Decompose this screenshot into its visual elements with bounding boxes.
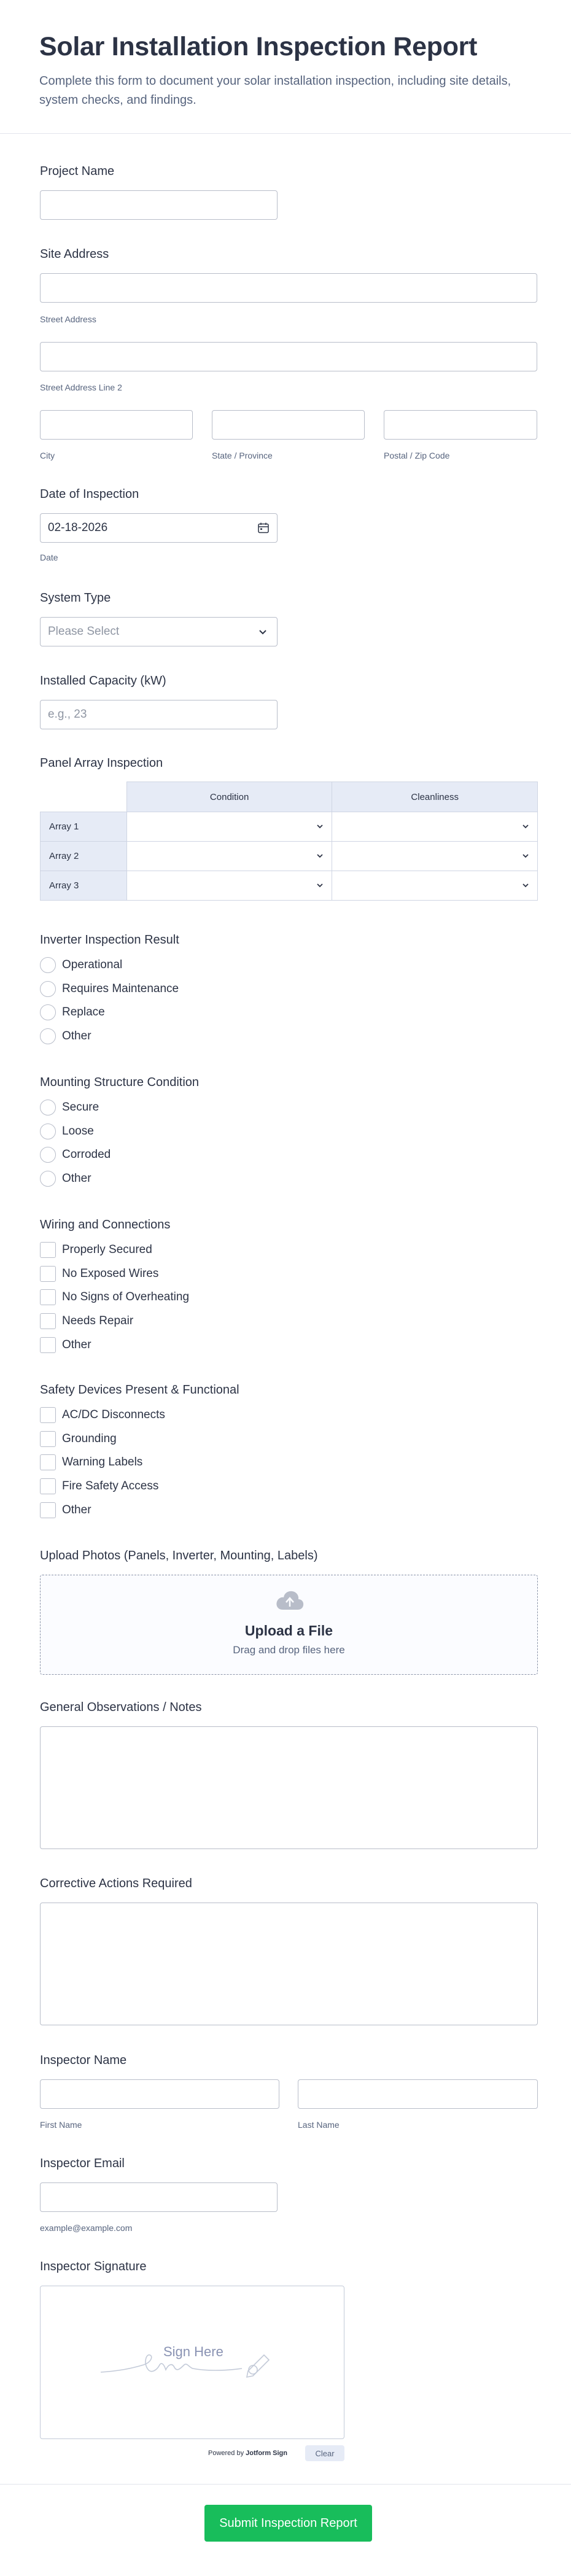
inspector-email-field [40, 2157, 537, 2237]
checkbox[interactable] [40, 1502, 56, 1518]
checkbox[interactable] [40, 1431, 56, 1447]
panel-array-matrix [40, 782, 538, 901]
option-label: Loose [62, 1125, 94, 1138]
radio-button[interactable] [40, 1100, 56, 1115]
powered-by-prefix: Powered by [208, 2450, 244, 2457]
array-2-condition-select[interactable] [126, 842, 332, 871]
checkbox[interactable] [40, 1313, 56, 1329]
option-label: Other [62, 1030, 91, 1042]
option-label: Requires Maintenance [62, 982, 179, 995]
signature-pad[interactable] [40, 2286, 344, 2439]
checkbox[interactable] [40, 1242, 56, 1258]
date-input[interactable] [40, 513, 278, 543]
jotform-sign-brand: Jotform Sign [246, 2450, 287, 2457]
wiring-option[interactable] [40, 1337, 91, 1353]
street-address-input[interactable] [40, 273, 537, 303]
checkbox[interactable] [40, 1454, 56, 1470]
inverter-option[interactable] [40, 1028, 91, 1044]
form-header [0, 0, 571, 134]
checkbox[interactable] [40, 1337, 56, 1353]
matrix-corner [41, 782, 127, 812]
date-sublabel: Date [40, 553, 58, 562]
option-label: Other [62, 1338, 91, 1351]
form-title: Solar Installation Inspection Report [39, 32, 478, 61]
inverter-option[interactable] [40, 981, 179, 997]
option-label: Needs Repair [62, 1314, 134, 1327]
site-address-field [40, 247, 531, 462]
safety-option[interactable] [40, 1478, 158, 1494]
upload-subtitle: Drag and drop files here [233, 1644, 345, 1656]
mounting-option[interactable] [40, 1171, 91, 1187]
radio-button[interactable] [40, 1028, 56, 1044]
chevron-down-icon [521, 852, 530, 860]
corrective-textarea[interactable] [40, 1903, 538, 2025]
observations-label: General Observations / Notes [40, 1701, 202, 1714]
upload-title: Upload a File [244, 1623, 333, 1639]
option-label: Fire Safety Access [62, 1480, 159, 1492]
mounting-field [40, 1076, 531, 1192]
option-label: Operational [62, 958, 123, 971]
safety-option[interactable] [40, 1431, 117, 1447]
panel-array-field [40, 756, 537, 904]
date-value: 02-18-2026 [48, 521, 108, 534]
column-cleanliness: Cleanliness [332, 782, 538, 812]
array-3-condition-select[interactable] [126, 871, 332, 901]
capacity-input[interactable] [40, 700, 278, 729]
option-label: Corroded [62, 1148, 111, 1161]
state-sublabel: State / Province [212, 451, 273, 460]
safety-option[interactable] [40, 1502, 91, 1518]
array-1-cleanliness-select[interactable] [332, 812, 538, 842]
inverter-option[interactable] [40, 1004, 105, 1020]
option-label: Warning Labels [62, 1456, 143, 1468]
project-name-label: Project Name [40, 165, 115, 178]
inverter-option[interactable] [40, 957, 122, 973]
zip-sublabel: Postal / Zip Code [384, 451, 450, 460]
capacity-label: Installed Capacity (kW) [40, 674, 166, 688]
option-label: No Signs of Overheating [62, 1290, 190, 1303]
observations-textarea[interactable] [40, 1726, 538, 1849]
date-field [40, 487, 531, 567]
system-type-placeholder: Please Select [48, 625, 120, 638]
corrective-label: Corrective Actions Required [40, 1877, 192, 1890]
radio-button[interactable] [40, 957, 56, 973]
option-label: Secure [62, 1101, 99, 1114]
upload-field [40, 1549, 537, 1678]
email-input[interactable] [40, 2182, 278, 2212]
mounting-option[interactable] [40, 1147, 111, 1163]
signature-label: Inspector Signature [40, 2260, 147, 2273]
city-sublabel: City [40, 451, 55, 460]
system-type-label: System Type [40, 591, 111, 605]
last-name-sublabel: Last Name [298, 2120, 340, 2130]
radio-button[interactable] [40, 1004, 56, 1020]
street-address-line2-input[interactable] [40, 342, 537, 371]
upload-label: Upload Photos (Panels, Inverter, Mounting, Labels) [40, 1549, 318, 1562]
submit-button[interactable]: Submit Inspection Report [204, 2505, 372, 2542]
street-address-line2-sublabel: Street Address Line 2 [40, 382, 122, 392]
zip-input[interactable] [384, 410, 537, 440]
corrective-field [40, 1877, 537, 2030]
city-input[interactable] [40, 410, 193, 440]
chevron-down-icon [316, 822, 324, 831]
radio-button[interactable] [40, 1147, 56, 1163]
wiring-field [40, 1218, 531, 1359]
option-label: Replace [62, 1006, 105, 1018]
capacity-placeholder: e.g., 23 [48, 708, 87, 721]
inspector-email-label: Inspector Email [40, 2157, 125, 2170]
chevron-down-icon [316, 881, 324, 890]
radio-button[interactable] [40, 981, 56, 997]
radio-button[interactable] [40, 1123, 56, 1139]
chevron-down-icon [316, 852, 324, 860]
option-label: Other [62, 1503, 91, 1516]
first-name-input[interactable] [40, 2079, 279, 2109]
array-1-condition-select[interactable] [126, 812, 332, 842]
chevron-down-icon [257, 626, 268, 637]
sign-here-placeholder: Sign Here [163, 2344, 223, 2359]
inverter-field [40, 933, 531, 1050]
inspector-name-label: Inspector Name [40, 2054, 127, 2067]
site-address-label: Site Address [40, 247, 109, 261]
checkbox[interactable] [40, 1266, 56, 1282]
inverter-label: Inverter Inspection Result [40, 933, 179, 947]
safety-field [40, 1383, 531, 1524]
state-input[interactable] [212, 410, 365, 440]
option-label: No Exposed Wires [62, 1267, 159, 1280]
option-label: Grounding [62, 1432, 117, 1445]
checkbox[interactable] [40, 1289, 56, 1305]
option-label: Other [62, 1172, 91, 1185]
safety-option[interactable] [40, 1454, 142, 1470]
form-footer [0, 2484, 571, 2576]
signature-field [40, 2260, 537, 2462]
inspector-name-field [40, 2054, 537, 2133]
mounting-label: Mounting Structure Condition [40, 1076, 200, 1089]
checkbox[interactable] [40, 1407, 56, 1423]
wiring-option[interactable] [40, 1242, 152, 1258]
panel-array-label: Panel Array Inspection [40, 756, 163, 770]
system-type-select[interactable] [40, 617, 278, 646]
upload-dropzone[interactable] [40, 1575, 538, 1675]
date-label: Date of Inspection [40, 487, 139, 501]
mounting-option[interactable] [40, 1123, 94, 1139]
first-name-sublabel: First Name [40, 2120, 82, 2130]
project-name-field [40, 165, 531, 179]
chevron-down-icon [521, 881, 530, 890]
project-name-input[interactable] [40, 190, 278, 220]
observations-field [40, 1701, 537, 1854]
powered-by-text [208, 2450, 287, 2457]
column-condition: Condition [126, 782, 332, 812]
row-array-1: Array 1 [41, 812, 127, 842]
safety-option[interactable] [40, 1407, 165, 1423]
street-address-sublabel: Street Address [40, 314, 96, 324]
array-3-cleanliness-select[interactable] [332, 871, 538, 901]
wiring-option[interactable] [40, 1289, 189, 1305]
wiring-option[interactable] [40, 1266, 158, 1282]
row-array-3: Array 3 [41, 871, 127, 901]
last-name-input[interactable] [298, 2079, 538, 2109]
array-2-cleanliness-select[interactable] [332, 842, 538, 871]
radio-button[interactable] [40, 1171, 56, 1187]
clear-signature-button[interactable]: Clear [305, 2445, 344, 2461]
chevron-down-icon [521, 822, 530, 831]
safety-label: Safety Devices Present & Functional [40, 1383, 239, 1397]
mounting-option[interactable] [40, 1100, 99, 1115]
form-description: Complete this form to document your solar installation inspection, including site details, system checks, and findings. [39, 74, 511, 107]
option-label: AC/DC Disconnects [62, 1408, 165, 1421]
checkbox[interactable] [40, 1478, 56, 1494]
wiring-option[interactable] [40, 1313, 133, 1329]
capacity-field [40, 674, 531, 735]
wiring-label: Wiring and Connections [40, 1218, 171, 1232]
system-type-field [40, 591, 531, 653]
email-sublabel: example@example.com [40, 2223, 133, 2233]
row-array-2: Array 2 [41, 842, 127, 871]
calendar-icon[interactable] [257, 522, 270, 534]
cloud-upload-icon [274, 1589, 305, 1612]
option-label: Properly Secured [62, 1243, 152, 1256]
